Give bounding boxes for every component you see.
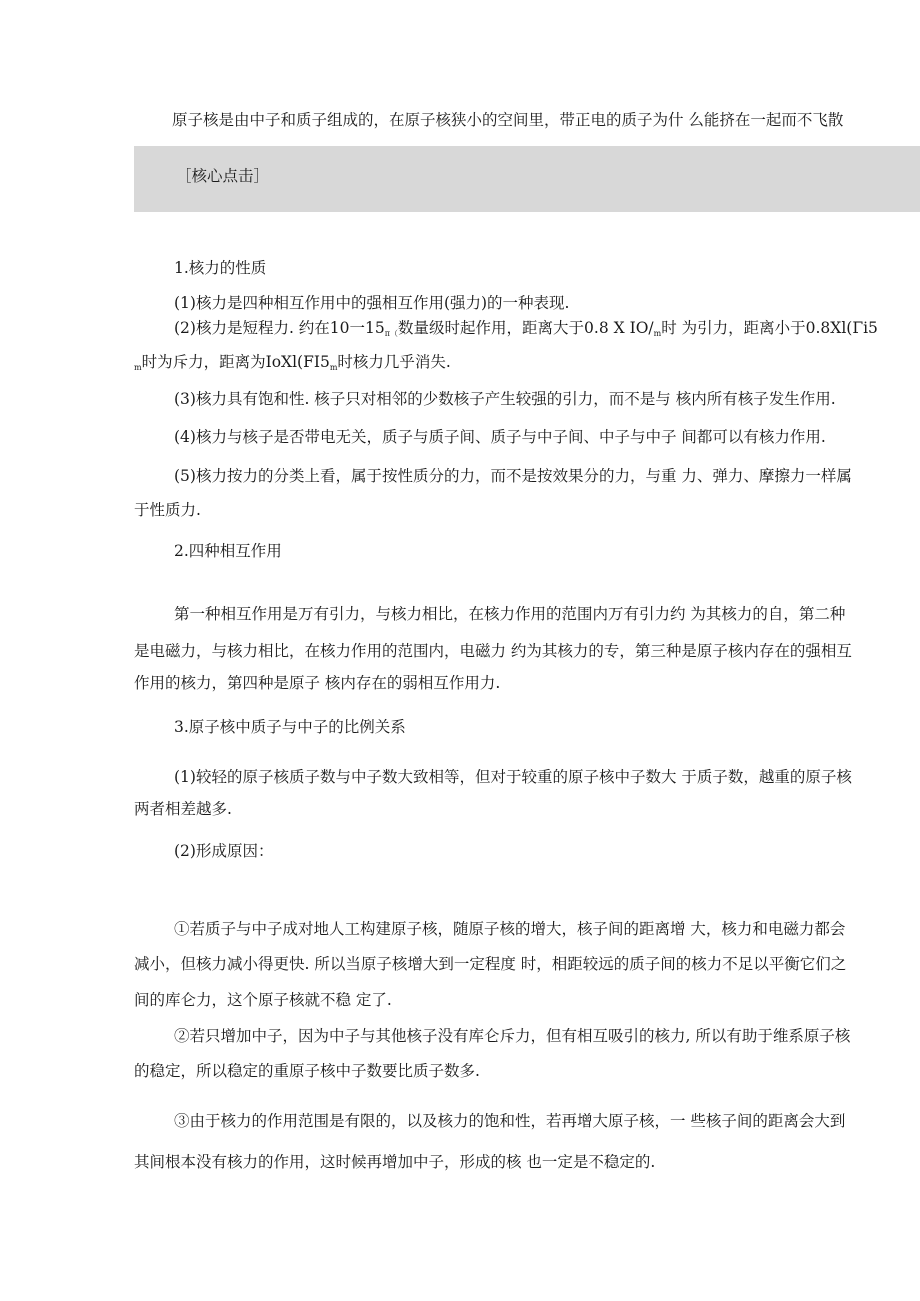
nf-p2-line2 xyxy=(134,352,451,378)
ratio-p2: (2)形成原因： xyxy=(174,842,274,860)
heading-nuclear-force: 1.核力的性质 xyxy=(174,259,267,277)
ratio-c1-line2: 减小，但核力减小得更快. 所以当原子核增大到一定程度 时，相距较远的质子间的核力不足以平衡它们之 xyxy=(134,955,847,973)
nf-p4: (4)核力与核子是否带电无关，质子与质子间、质子与中子间、中子与中子 间都可以有核力作用. xyxy=(174,428,826,446)
ratio-p1-line1: (1)较轻的原子核质子数与中子数大致相等，但对于较重的原子核中子数大 于质子数，越重的原子核 xyxy=(174,768,852,786)
nf-p2-sub1: π（ xyxy=(384,329,399,338)
ratio-c3-line1: ③由于核力的作用范围是有限的，以及核力的饱和性，若再增大原子核，一 些核子间的距离会大到 xyxy=(174,1112,846,1130)
nf-p2-e: 时核力几乎消失. xyxy=(337,353,451,371)
nf-p3: (3)核力具有饱和性. 核子只对相邻的少数核子产生较强的引力，而不是与 核内所有核子发生作用. xyxy=(174,390,836,408)
nf-p1: (1)核力是四种相互作用中的强相互作用(强力)的一种表现. xyxy=(174,294,570,312)
nf-p2-c: 时 为引力，距离小于0.8Xl(Γi5 xyxy=(661,319,878,337)
fi-line3: 作用的核力，第四种是原子 核内存在的弱相互作用力. xyxy=(134,674,501,692)
nf-p2-a: (2)核力是短程力. 约在10一15 xyxy=(174,319,385,337)
ratio-c3-line2: 其间根本没有核力的作用，这时候再增加中子，形成的核 也一定是不稳定的. xyxy=(134,1153,656,1171)
heading-ratio: 3.原子核中质子与中子的比例关系 xyxy=(174,718,406,736)
intro-question xyxy=(172,110,843,130)
ratio-p1-line2: 两者相差越多. xyxy=(134,800,232,818)
section-banner xyxy=(134,146,920,212)
nf-p2-d: 时为斥力，距离为IoXl(FI5 xyxy=(141,353,330,371)
intro-question-text: 原子核是由中子和质子组成的，在原子核狭小的空间里，带正电的质子为什 么能挤在一起而不飞散 xyxy=(172,111,844,129)
nf-p5-line1: (5)核力按力的分类上看，属于按性质分的力，而不是按效果分的力，与重 力、弹力、摩擦力一样属 xyxy=(174,467,852,485)
ratio-c1-line1: ①若质子与中子成对地人工构建原子核，随原子核的增大，核子间的距离增 大，核力和电磁力都会 xyxy=(174,920,846,938)
fi-line1: 第一种相互作用是万有引力，与核力相比，在核力作用的范围内万有引力约 为其核力的自，第二种 xyxy=(174,605,846,623)
section-banner-title: ［核心点击］ xyxy=(176,167,270,185)
nf-p5-line2: 于性质力. xyxy=(134,501,201,519)
ratio-c2-line2: 的稳定，所以稳定的重原子核中子数要比质子数多. xyxy=(134,1062,480,1080)
nf-p2-sub3: m xyxy=(134,363,142,372)
ratio-c1-line3: 间的库仑力，这个原子核就不稳 定了. xyxy=(134,991,392,1009)
nf-p2-sub2: m xyxy=(653,329,662,338)
nf-p2-sub4: m xyxy=(329,363,338,372)
fi-line2: 是电磁力，与核力相比，在核力作用的范围内，电磁力 约为其核力的专，第三种是原子核内存在的强相互 xyxy=(134,642,852,660)
nf-p2-b: 数量级时起作用，距离大于0.8 X IO/ xyxy=(398,319,654,337)
heading-four-interactions: 2.四种相互作用 xyxy=(174,542,282,560)
nf-p2-line1 xyxy=(174,318,878,344)
ratio-c2-line1: ②若只增加中子，因为中子与其他核子没有库仑斥力，但有相互吸引的核力, 所以有助于维系原子核 xyxy=(174,1027,851,1045)
